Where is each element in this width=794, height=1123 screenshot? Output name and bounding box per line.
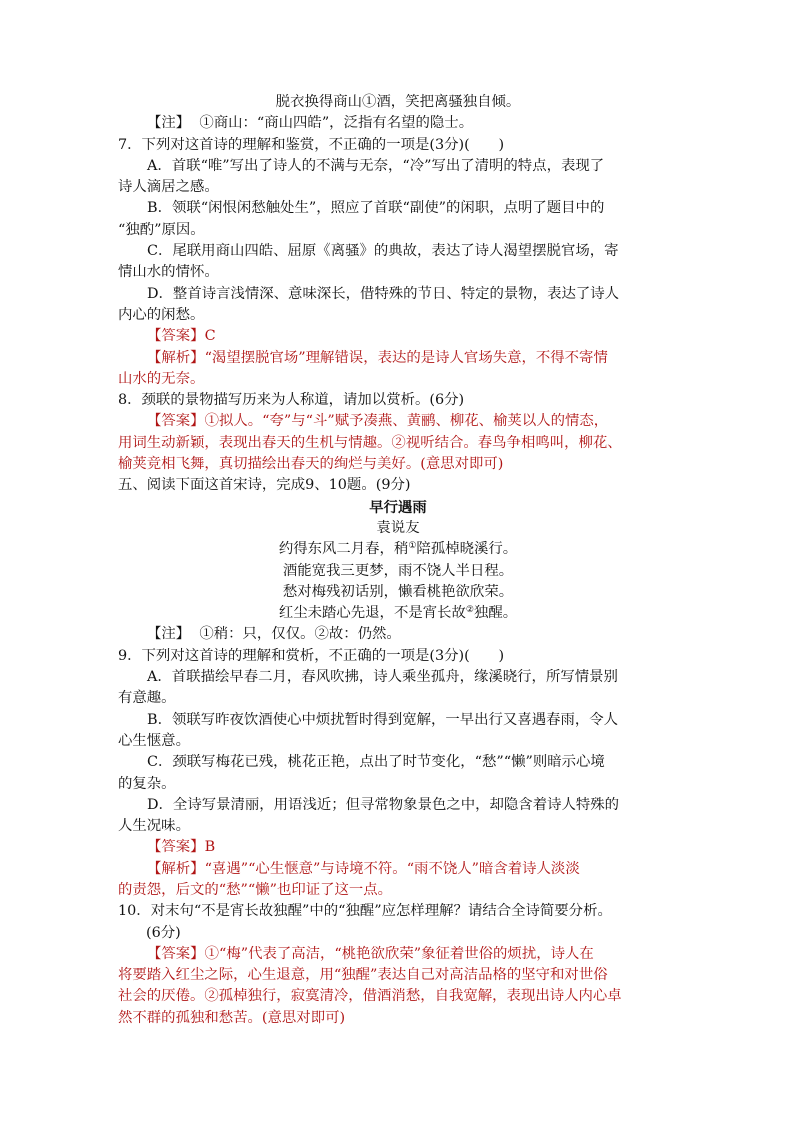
analysis-7: [118, 348, 678, 369]
document-page: [118, 92, 678, 1029]
analysis-text: “渴望摆脱官场”理解错误，表达的是诗人官场失意，不得不寄情: [204, 349, 608, 366]
answer-10-cont3: 然不群的孤独和愁苦。(意思对即可): [118, 1009, 346, 1026]
poem-text: 独醒。: [473, 605, 518, 622]
answer-text: ①“梅”代表了高洁，“桃艳欲欣荣”象征着世俗的烦扰，诗人在: [204, 945, 594, 962]
option-9a: A．首联描绘早春二月，春风吹拂，诗人乘坐孤舟，缘溪晓行，所写情景别: [147, 669, 618, 686]
option-7b: B．领联“闲恨闲愁触处生”，照应了首联“副使”的闲职，点明了题目中的: [147, 200, 605, 217]
option-7a: A．首联“唯”写出了诗人的不满与无奈，“冷”写出了清明的特点，表现了: [147, 157, 605, 174]
answer-label: 【答案】: [147, 945, 205, 962]
option-9a-cont: 有意趣。: [118, 690, 176, 707]
poem-text: 约得东风二月春，稍: [278, 541, 409, 558]
answer-text: ①拟人。“夸”与“斗”赋予凑燕、黄鹂、柳花、榆荚以人的情态，: [204, 413, 609, 430]
option-7d: D．整首诗言浅情深、意味深长，借特殊的节日、特定的景物，表达了诗人: [147, 285, 620, 302]
answer-label: 【答案】: [147, 413, 205, 430]
option-9d: D．全诗写景清丽，用语浅近；但寻常物象景色之中，却隐含着诗人特殊的: [147, 796, 620, 813]
analysis-9: [118, 859, 678, 880]
answer-7: [118, 326, 678, 347]
answer-8: [118, 411, 678, 432]
poem-title: 早行遇雨: [369, 498, 427, 516]
note-line-2: [118, 624, 678, 645]
option-7c: C．尾联用商山四皓、屈原《离骚》的典故，表达了诗人渴望摆脱官场，寄: [147, 243, 619, 260]
poem-text: 陪孤棹晓溪行。: [416, 541, 518, 558]
poem-line-2: 酒能宽我三更梦，雨不饶人半日程。: [282, 562, 514, 579]
poem-line-4: [118, 603, 678, 624]
poem-last-line: 脱衣换得商山①酒，笑把离骚独自倾。: [275, 94, 521, 110]
analysis-text: “喜遇”“心生惬意”与诗境不符。“雨不饶人”暗含着诗人淡淡: [204, 860, 580, 877]
note-label: 【注】: [147, 115, 191, 132]
poem-author: 袁说友: [376, 519, 420, 536]
note-label: 【注】: [147, 626, 191, 643]
note-text: ①商山：“商山四皓”，泛指有名望的隐士。: [199, 115, 474, 132]
option-9b-cont: 心生惬意。: [118, 732, 190, 749]
poem-text: 红尘未踏心先退，不是宵长故: [278, 605, 466, 622]
question-10-score: (6分): [146, 924, 181, 941]
question-9: 9．下列对这首诗的理解和赏析，不正确的一项是(3分)( ): [118, 647, 505, 664]
answer-10-cont2: 社会的厌倦。②孤棹独行，寂寞清冷，借酒消愁，自我宽解，表现出诗人内心卓: [118, 988, 622, 1005]
question-8: 8．颈联的景物描写历来为人称道，请加以赏析。(6分): [118, 392, 465, 409]
option-7d-cont: 内心的闲愁。: [118, 306, 205, 323]
answer-label: 【答案】: [147, 839, 205, 856]
option-9d-cont: 人生况味。: [118, 818, 190, 835]
answer-label: 【答案】: [147, 328, 205, 345]
footnote-marker: ①: [408, 541, 417, 552]
question-10: 10．对末句“不是宵长故独醒”中的“独醒”应怎样理解？请结合全诗简要分析。: [118, 903, 612, 920]
poem-line-3: 愁对梅残初话别，懒看桃艳欲欣荣。: [282, 583, 514, 600]
option-9b: B．领联写昨夜饮酒使心中烦扰暂时得到宽解，一早出行又喜遇春雨，令人: [147, 711, 619, 728]
option-7a-cont: 诗人滴居之感。: [118, 179, 219, 196]
analysis-9-cont: 的责怨，后文的“愁”“懒”也印证了这一点。: [118, 881, 393, 898]
option-7c-cont: 情山水的情怀。: [118, 264, 219, 281]
answer-10: [118, 944, 678, 965]
note-line: [118, 113, 678, 134]
analysis-label: 【解析】: [147, 349, 205, 366]
analysis-label: 【解析】: [147, 860, 205, 877]
option-7b-cont: “独酌”原因。: [118, 221, 205, 238]
footnote-marker: ②: [465, 605, 474, 616]
option-9c: C．颈联写梅花已残，桃花正艳，点出了时节变化，“愁”“懒”则暗示心境: [147, 754, 605, 771]
answer-8-cont: 用词生动新颖，表现出春天的生机与情趣。②视听结合。春鸟争相鸣叫，柳花、: [118, 434, 622, 451]
answer-value: B: [204, 839, 216, 856]
note-text: ①稍：只，仅仅。②故：仍然。: [199, 626, 401, 643]
question-7: 7．下列对这首诗的理解和鉴赏，不正确的一项是(3分)( ): [118, 136, 505, 153]
poem-line-1: [118, 539, 678, 560]
option-9c-cont: 的复杂。: [118, 775, 176, 792]
section-five-heading: 五、阅读下面这首宋诗，完成9、10题。(9分): [118, 477, 411, 494]
answer-value: C: [204, 328, 216, 345]
answer-10-cont: 将要踏入红尘之际，心生退意，用“独醒”表达自己对高洁品格的坚守和对世俗: [118, 967, 608, 984]
answer-8-cont2: 榆荚竞相飞舞，真切描绘出春天的绚烂与美好。(意思对即可): [118, 456, 504, 473]
answer-9: [118, 837, 678, 858]
analysis-7-cont: 山水的无奈。: [118, 370, 205, 387]
